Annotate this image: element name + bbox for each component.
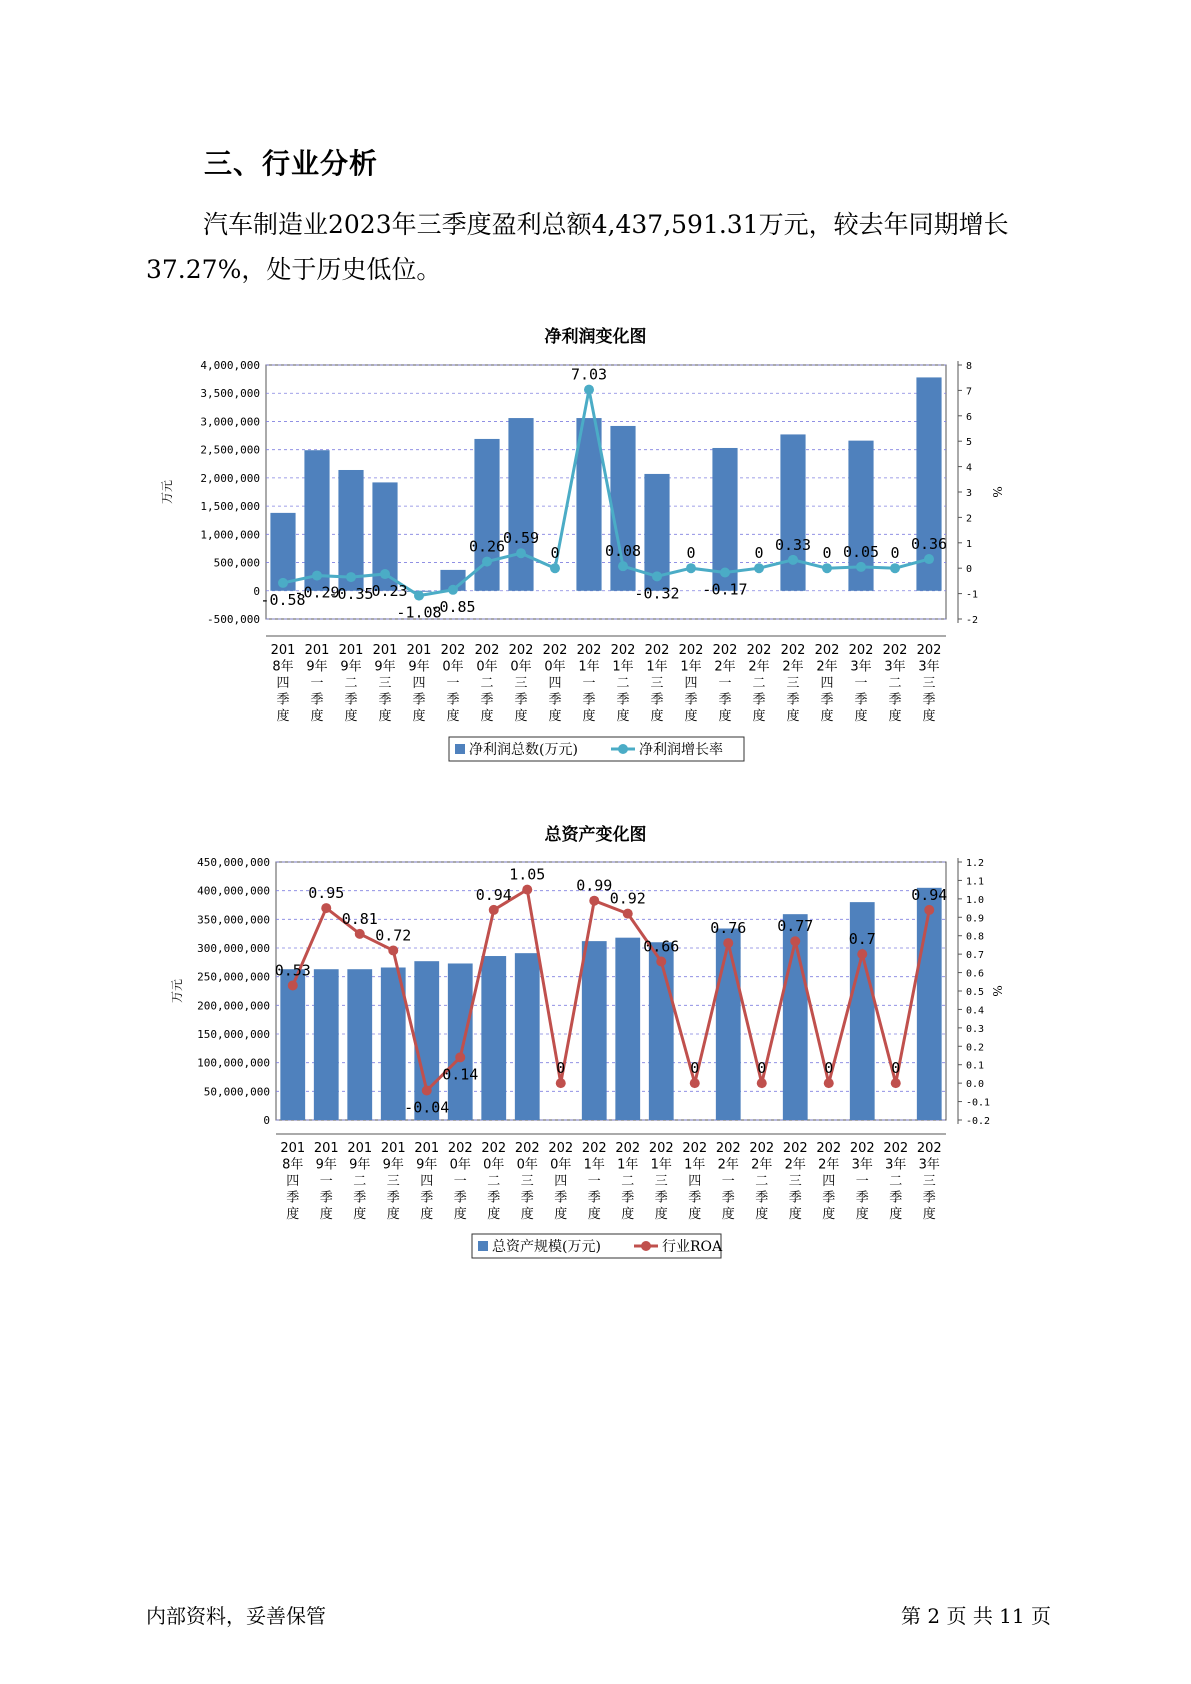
y-tick-label: 300,000,000 [197,942,270,955]
x-tick-label: 202 1年二季度 [610,643,636,724]
x-tick-label: 201 9年三季度 [380,1141,406,1222]
legend-bar-label: 净利润总数(万元) [469,742,578,758]
data-label: -0.58 [260,590,306,609]
data-label: -0.35 [328,585,374,604]
data-label: 1.05 [509,865,546,884]
y-tick-label: 100,000,000 [197,1056,270,1070]
bar [716,929,741,1120]
legend-line-marker [641,1241,651,1251]
y2-tick-label: -0.2 [966,1116,991,1127]
data-label: 0 [686,544,696,563]
y2-tick-label: 0.4 [966,1005,985,1017]
y-tick-label: -500,000 [207,613,260,626]
x-tick-label: 202 0年四季度 [542,643,568,724]
summary-paragraph: 汽车制造业2023年三季度盈利总额4,437,591.31万元，较去年同期增长37.27%，处于历史低位。 [146,210,1009,284]
line-point [891,1078,901,1088]
y2-tick-label: 1 [966,538,973,550]
y2-tick-label: 0.7 [966,950,985,962]
y-tick-label: 400,000,000 [197,884,270,898]
y2-tick-label: 1.2 [966,858,985,869]
legend-line-label: 行业ROA [662,1239,723,1255]
y-tick-label: 1,000,000 [200,528,260,542]
x-tick-label: 202 1年一季度 [581,1141,607,1222]
bar [615,938,640,1120]
data-label: -0.17 [702,580,748,599]
x-tick-label: 202 0年一季度 [440,643,466,724]
bar [481,956,506,1120]
data-label: 0.94 [911,885,948,904]
line-point [656,957,666,967]
x-tick-label: 201 9年一季度 [304,643,330,724]
y-tick-label: 500,000 [213,556,260,570]
data-label: 0.95 [308,884,345,903]
y2-tick-label: 3 [966,488,973,499]
data-label: 0.76 [710,919,747,938]
data-label: 0.14 [442,1065,479,1084]
x-tick-label: 202 3年二季度 [883,1141,909,1222]
y2-axis-title: % [990,985,1004,997]
x-tick-label: 201 9年三季度 [372,643,398,724]
x-tick-label: 201 9年一季度 [313,1141,339,1222]
y2-tick-label: 0.9 [966,913,985,925]
data-label: 0.26 [468,537,506,556]
bar [280,969,305,1120]
bar [314,969,339,1120]
line-point [589,896,599,906]
data-label: 0 [754,544,764,563]
data-label: -0.23 [362,582,408,601]
y-axis-title: 万元 [170,978,184,1004]
x-tick-label: 202 3年一季度 [849,1141,875,1222]
x-tick-label: 201 8年四季度 [280,1141,306,1222]
y-tick-label: 4,000,000 [200,359,260,372]
bar [448,963,473,1120]
data-label: -0.32 [634,584,680,603]
line-point [623,909,633,919]
data-label: 0.53 [274,961,311,980]
x-tick-label: 202 2年四季度 [816,1141,842,1222]
y-tick-label: 2,500,000 [200,443,260,457]
x-tick-label: 202 1年四季度 [678,643,704,724]
line-point [288,980,298,990]
line-point [355,929,365,939]
chart1-title: 净利润变化图 [544,327,647,347]
data-label: 0 [690,1059,700,1078]
line-point [924,905,934,915]
data-label: 0 [891,1059,901,1078]
data-label: 0.99 [576,876,613,895]
y2-tick-label: 1.1 [966,876,985,888]
chart2-title: 总资产变化图 [544,825,647,845]
x-tick-label: 202 0年三季度 [508,643,534,724]
bar [649,942,674,1120]
line-point [757,1078,767,1088]
y2-tick-label: 4 [966,462,973,474]
line-point [690,1078,700,1088]
y-tick-label: 200,000,000 [197,999,270,1013]
bar [414,961,439,1120]
line-point [422,1086,432,1096]
y-tick-label: 150,000,000 [197,1028,270,1041]
x-tick-label: 202 3年三季度 [916,1141,942,1222]
y2-tick-label: 8 [966,361,973,372]
y-tick-label: 3,500,000 [200,387,260,401]
y2-tick-label: 1.0 [966,894,985,906]
data-label: 0.59 [502,529,540,548]
data-label: -0.29 [294,583,340,602]
data-label: 0 [757,1059,767,1078]
x-tick-label: 202 3年三季度 [916,643,942,724]
x-tick-label: 201 9年四季度 [406,643,432,724]
line-point [824,1078,834,1088]
x-tick-label: 202 1年三季度 [644,643,670,724]
data-label: 0.66 [643,937,680,956]
data-label: 0.92 [609,889,646,908]
y-tick-label: 450,000,000 [197,856,270,869]
x-tick-label: 202 1年一季度 [576,643,602,724]
y-tick-label: 0 [263,1114,270,1127]
data-label: 0 [550,544,560,563]
x-tick-label: 202 0年三季度 [514,1141,540,1222]
x-tick-label: 201 9年四季度 [414,1141,440,1222]
y2-tick-label: 0.3 [966,1023,985,1035]
data-label: 0 [556,1059,566,1078]
legend-bar-label: 总资产规模(万元) [492,1239,601,1255]
data-label: 0.05 [842,542,880,561]
data-label: 0.33 [774,535,812,554]
line-point [388,945,398,955]
y2-tick-label: 6 [966,411,973,423]
x-tick-label: 202 1年三季度 [648,1141,674,1222]
x-tick-label: 201 8年四季度 [270,643,296,724]
x-tick-label: 202 0年一季度 [447,1141,473,1222]
y2-tick-label: 2 [966,513,973,525]
x-tick-label: 202 0年二季度 [481,1141,507,1222]
x-tick-label: 202 2年二季度 [749,1141,775,1222]
x-tick-label: 201 9年二季度 [338,643,364,724]
line-point [857,949,867,959]
line-point [723,938,733,948]
y2-tick-label: 0.5 [966,987,985,998]
y-tick-label: 50,000,000 [203,1085,270,1099]
data-label: 7.03 [570,365,608,384]
data-label: 0.77 [777,917,814,936]
y2-tick-label: 0.2 [966,1042,985,1054]
y2-tick-label: -1 [966,589,979,601]
x-tick-label: 202 0年二季度 [474,643,500,724]
y-axis-title: 万元 [160,479,174,505]
page-number: 第 2 页 共 11 页 [901,1604,1051,1628]
data-label: 0.72 [375,926,412,945]
x-tick-label: 202 3年二季度 [882,643,908,724]
x-tick-label: 202 2年三季度 [782,1141,808,1222]
section-title: 三、行业分析 [204,147,379,180]
y-tick-label: 2,000,000 [200,471,260,485]
bar [917,888,942,1120]
x-tick-label: 202 1年四季度 [682,1141,708,1222]
footer-note: 内部资料，妥善保管 [146,1604,326,1628]
data-label: 0.08 [604,542,642,561]
line-point [522,885,532,895]
line-point [321,903,331,913]
y-tick-label: 350,000,000 [197,913,270,927]
y2-tick-label: 0 [966,564,973,576]
y2-tick-label: 0.6 [966,968,985,980]
x-tick-label: 202 1年二季度 [615,1141,641,1222]
y-tick-label: 0 [253,584,260,598]
data-label: 0.7 [848,930,876,949]
x-tick-label: 202 0年四季度 [548,1141,574,1222]
line-point [489,905,499,915]
bar [347,969,372,1120]
line-point [556,1078,566,1088]
x-tick-label: 202 2年二季度 [746,643,772,724]
x-tick-label: 202 2年三季度 [780,643,806,724]
x-tick-label: 202 2年四季度 [814,643,840,724]
y2-tick-label: 0.8 [966,931,985,943]
x-tick-label: 201 9年二季度 [347,1141,373,1222]
data-label: 0 [822,544,832,563]
x-tick-label: 202 3年一季度 [848,643,874,724]
y2-tick-label: 0.1 [966,1060,985,1072]
data-label: 0 [824,1059,834,1078]
line-point [455,1052,465,1062]
bar [515,953,540,1120]
legend-bar-swatch [478,1241,488,1251]
bar [582,941,607,1120]
data-label: 0 [890,544,900,563]
x-tick-label: 202 2年一季度 [715,1141,741,1222]
y-tick-label: 1,500,000 [200,500,260,514]
y2-tick-label: 7 [966,386,973,398]
y2-axis-title: % [990,486,1004,498]
y2-tick-label: -2 [966,615,979,626]
y-tick-label: 250,000,000 [197,970,270,984]
data-label: -0.85 [430,597,476,616]
data-label: 0.36 [910,535,948,554]
data-label: -0.04 [404,1098,450,1117]
y2-tick-label: -0.1 [966,1097,991,1109]
y2-tick-label: 5 [966,437,973,449]
y2-tick-label: 0.0 [966,1079,985,1091]
legend-line-label: 净利润增长率 [639,742,723,758]
data-label: -1.08 [396,603,442,622]
data-label: 0.81 [341,909,378,928]
line-point [790,936,800,946]
data-label: 0.94 [475,885,512,904]
y-tick-label: 3,000,000 [200,415,260,429]
x-tick-label: 202 2年一季度 [712,643,738,724]
